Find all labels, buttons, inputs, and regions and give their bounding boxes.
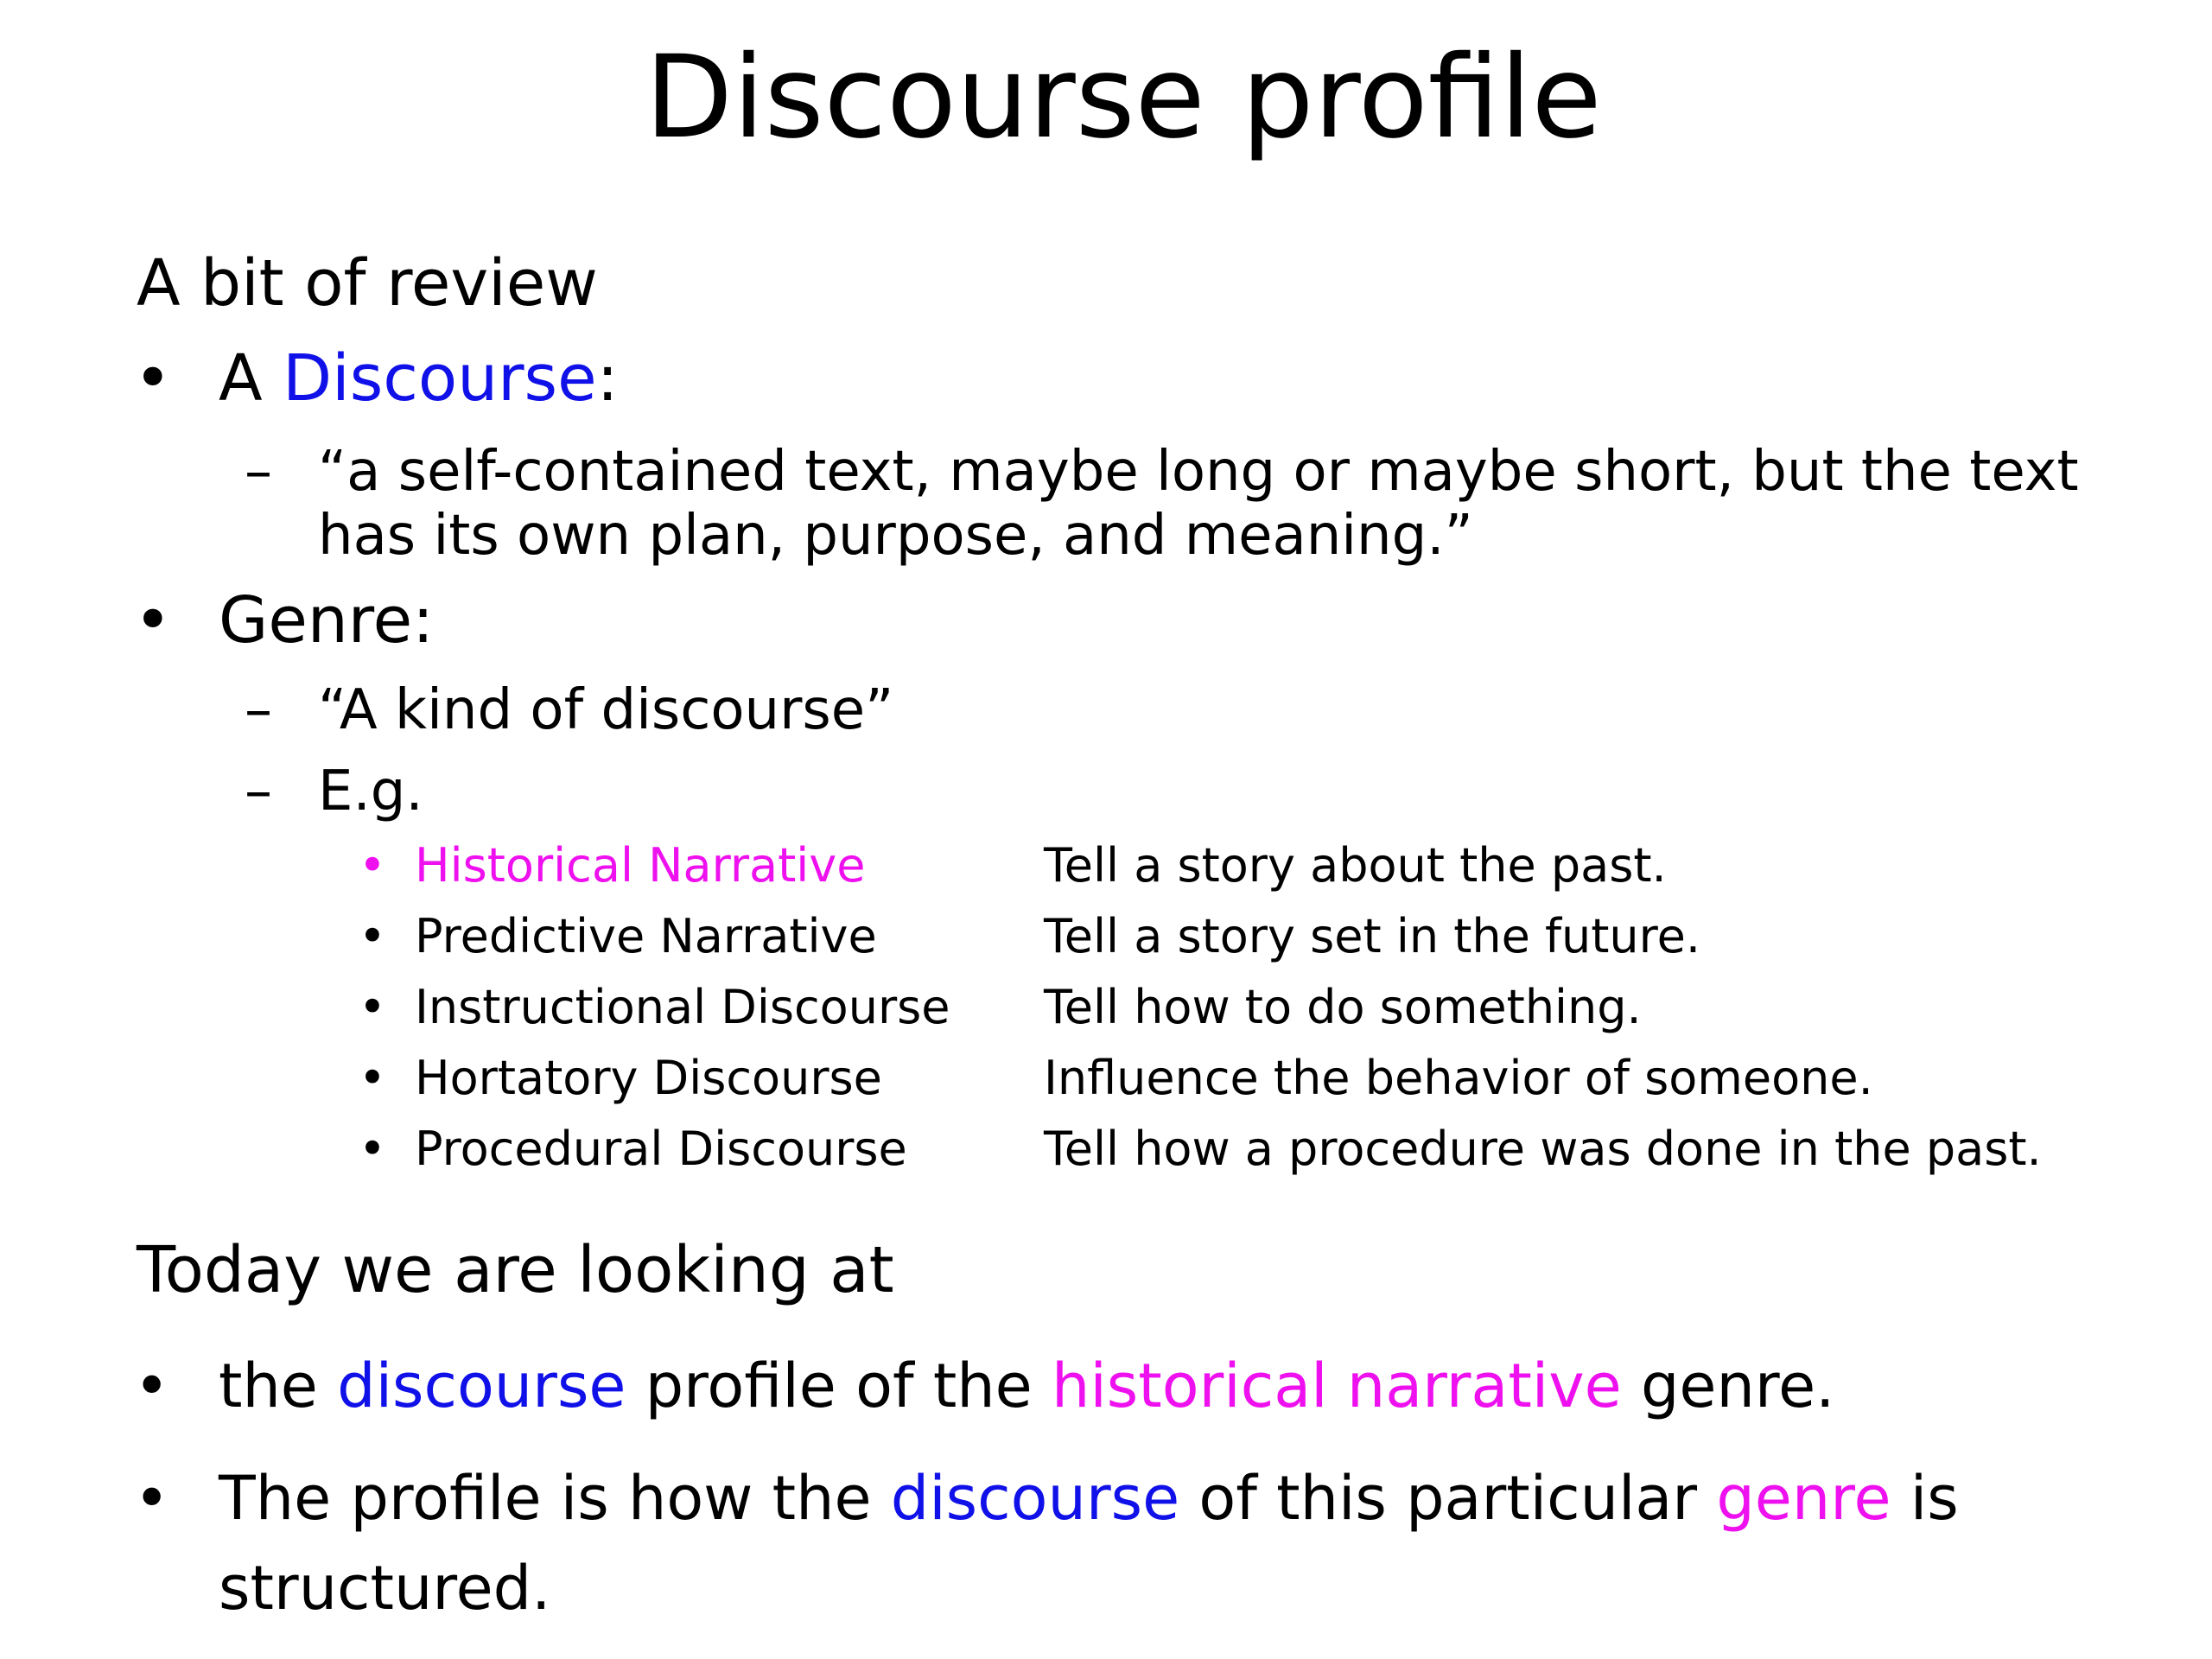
today-heading: Today we are looking at: [137, 1233, 894, 1307]
discourse-bullet: [219, 339, 619, 418]
discourse-definition-line1: “a self-contained text, maybe long or maybe short, but the text: [318, 440, 2079, 504]
genre-name: Procedural Discourse: [415, 1122, 907, 1176]
genre-label: Genre:: [219, 583, 435, 658]
genre-definition: “A kind of discourse”: [318, 678, 894, 742]
bullet-marker: •: [134, 1463, 170, 1534]
text-segment: of this particular: [1179, 1463, 1717, 1534]
review-heading: A bit of review: [137, 246, 598, 321]
text-segment: The profile is how the: [219, 1463, 891, 1534]
genre-bullet-marker: •: [359, 838, 386, 893]
genre-description: Tell a story set in the future.: [1044, 909, 1701, 963]
discourse-definition-line2: has its own plan, purpose, and meaning.”: [318, 504, 1473, 568]
genre-example-label: E.g.: [318, 760, 423, 823]
discourse-term: Discourse: [283, 341, 597, 416]
genre-name: Historical Narrative: [415, 838, 866, 893]
genre-description: Tell a story about the past.: [1044, 838, 1667, 893]
dash-marker: –: [245, 440, 272, 504]
genre-description: Tell how a procedure was done in the past.: [1044, 1122, 2042, 1176]
genre-name: Predictive Narrative: [415, 909, 877, 963]
discourse-suffix: :: [596, 341, 619, 416]
discourse-term: discourse: [337, 1351, 626, 1421]
genre-bullet-marker: •: [359, 980, 386, 1034]
historical-narrative-term: historical narrative: [1051, 1351, 1622, 1421]
today-bullet-2: [219, 1457, 1959, 1540]
bullet-marker: •: [134, 1351, 170, 1421]
discourse-term: discourse: [890, 1463, 1180, 1534]
genre-description: Tell how to do something.: [1044, 980, 1642, 1034]
genre-name: Hortatory Discourse: [415, 1051, 882, 1105]
text-segment: profile of the: [626, 1351, 1052, 1421]
genre-description: Influence the behavior of someone.: [1044, 1051, 1873, 1105]
slide-title: Discourse profile: [645, 31, 1602, 164]
bullet-marker: •: [134, 583, 172, 658]
today-bullet-1: [219, 1344, 1834, 1427]
text-segment: is: [1891, 1463, 1959, 1534]
today-bullet-2-line2: structured.: [219, 1553, 551, 1624]
text-segment: genre.: [1621, 1351, 1835, 1421]
discourse-prefix: A: [219, 341, 283, 416]
genre-term: genre: [1716, 1463, 1891, 1534]
genre-bullet-marker: •: [359, 1122, 386, 1176]
bullet-marker: •: [134, 341, 172, 416]
genre-bullet-marker: •: [359, 1051, 386, 1105]
genre-name: Instructional Discourse: [415, 980, 950, 1034]
dash-marker: –: [245, 760, 272, 823]
genre-bullet-marker: •: [359, 909, 386, 963]
text-segment: the: [219, 1351, 338, 1421]
dash-marker: –: [245, 678, 272, 742]
